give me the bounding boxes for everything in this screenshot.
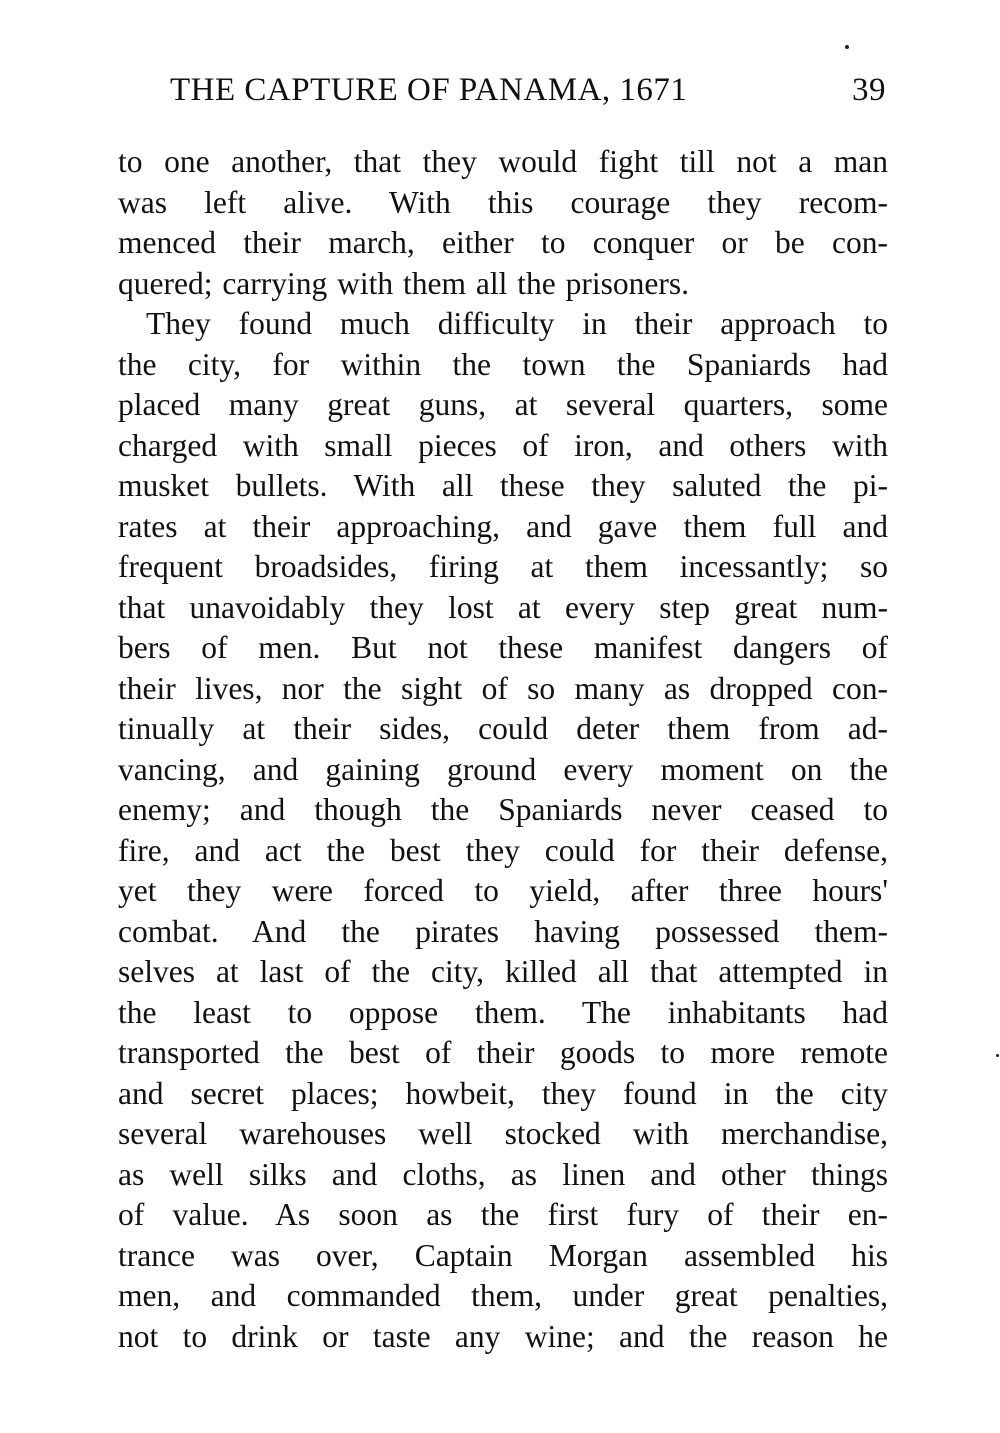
text-line: the city, for within the town the Spaniards had bbox=[118, 346, 888, 382]
text-line: musket bullets. With all these they saluted the pi- bbox=[118, 468, 888, 503]
text-line: yet they were forced to yield, after three hours' bbox=[118, 873, 888, 908]
text-line: frequent broadsides, firing at them incessantly; so bbox=[118, 549, 888, 584]
text-line: menced their march, either to conquer or be con- bbox=[118, 225, 888, 260]
text-line: placed many great guns, at several quarters, some bbox=[118, 387, 888, 422]
text-line: trance was over, Captain Morgan assembled his bbox=[118, 1237, 888, 1273]
text-line: that unavoidably they lost at every step great num- bbox=[118, 589, 888, 625]
text-line: to one another, that they would fight till not a man bbox=[118, 144, 888, 179]
running-header bbox=[170, 72, 886, 116]
text-line: They found much difficulty in their approach to bbox=[146, 306, 888, 341]
text-line: charged with small pieces of iron, and others with bbox=[118, 427, 888, 463]
text-line: and secret places; howbeit, they found in the city bbox=[118, 1075, 888, 1111]
running-title: THE CAPTURE OF PANAMA, 1671 bbox=[170, 72, 688, 108]
page-body bbox=[118, 142, 888, 1357]
text-line: vancing, and gaining ground every moment on the bbox=[118, 751, 888, 787]
text-line: fire, and act the best they could for their defense, bbox=[118, 832, 888, 868]
text-line: men, and commanded them, under great penalties, bbox=[118, 1278, 888, 1313]
text-line: was left alive. With this courage they recom- bbox=[118, 184, 888, 220]
text-line: several warehouses well stocked with merchandise, bbox=[118, 1116, 888, 1151]
text-line: their lives, nor the sight of so many as dropped con- bbox=[118, 670, 888, 706]
text-line: as well silks and cloths, as linen and other things bbox=[118, 1156, 888, 1192]
text-line: bers of men. But not these manifest dangers of bbox=[118, 630, 888, 665]
page-number: 39 bbox=[852, 72, 886, 108]
text-line: the least to oppose them. The inhabitants had bbox=[118, 994, 888, 1030]
scan-speck bbox=[845, 45, 849, 49]
text-line: quered; carrying with them all the prisoners. bbox=[118, 265, 689, 301]
text-line: not to drink or taste any wine; and the reason he bbox=[118, 1318, 888, 1354]
text-line: enemy; and though the Spaniards never ceased to bbox=[118, 792, 888, 827]
text-line: combat. And the pirates having possessed them- bbox=[118, 913, 888, 949]
text-line: rates at their approaching, and gave them full and bbox=[118, 508, 888, 544]
text-line: of value. As soon as the first fury of their en- bbox=[118, 1197, 888, 1232]
scan-speck bbox=[996, 1054, 999, 1057]
text-line: tinually at their sides, could deter them from ad- bbox=[118, 711, 888, 746]
text-line: transported the best of their goods to more remote bbox=[118, 1035, 888, 1070]
text-line: selves at last of the city, killed all that attempted in bbox=[118, 954, 888, 989]
